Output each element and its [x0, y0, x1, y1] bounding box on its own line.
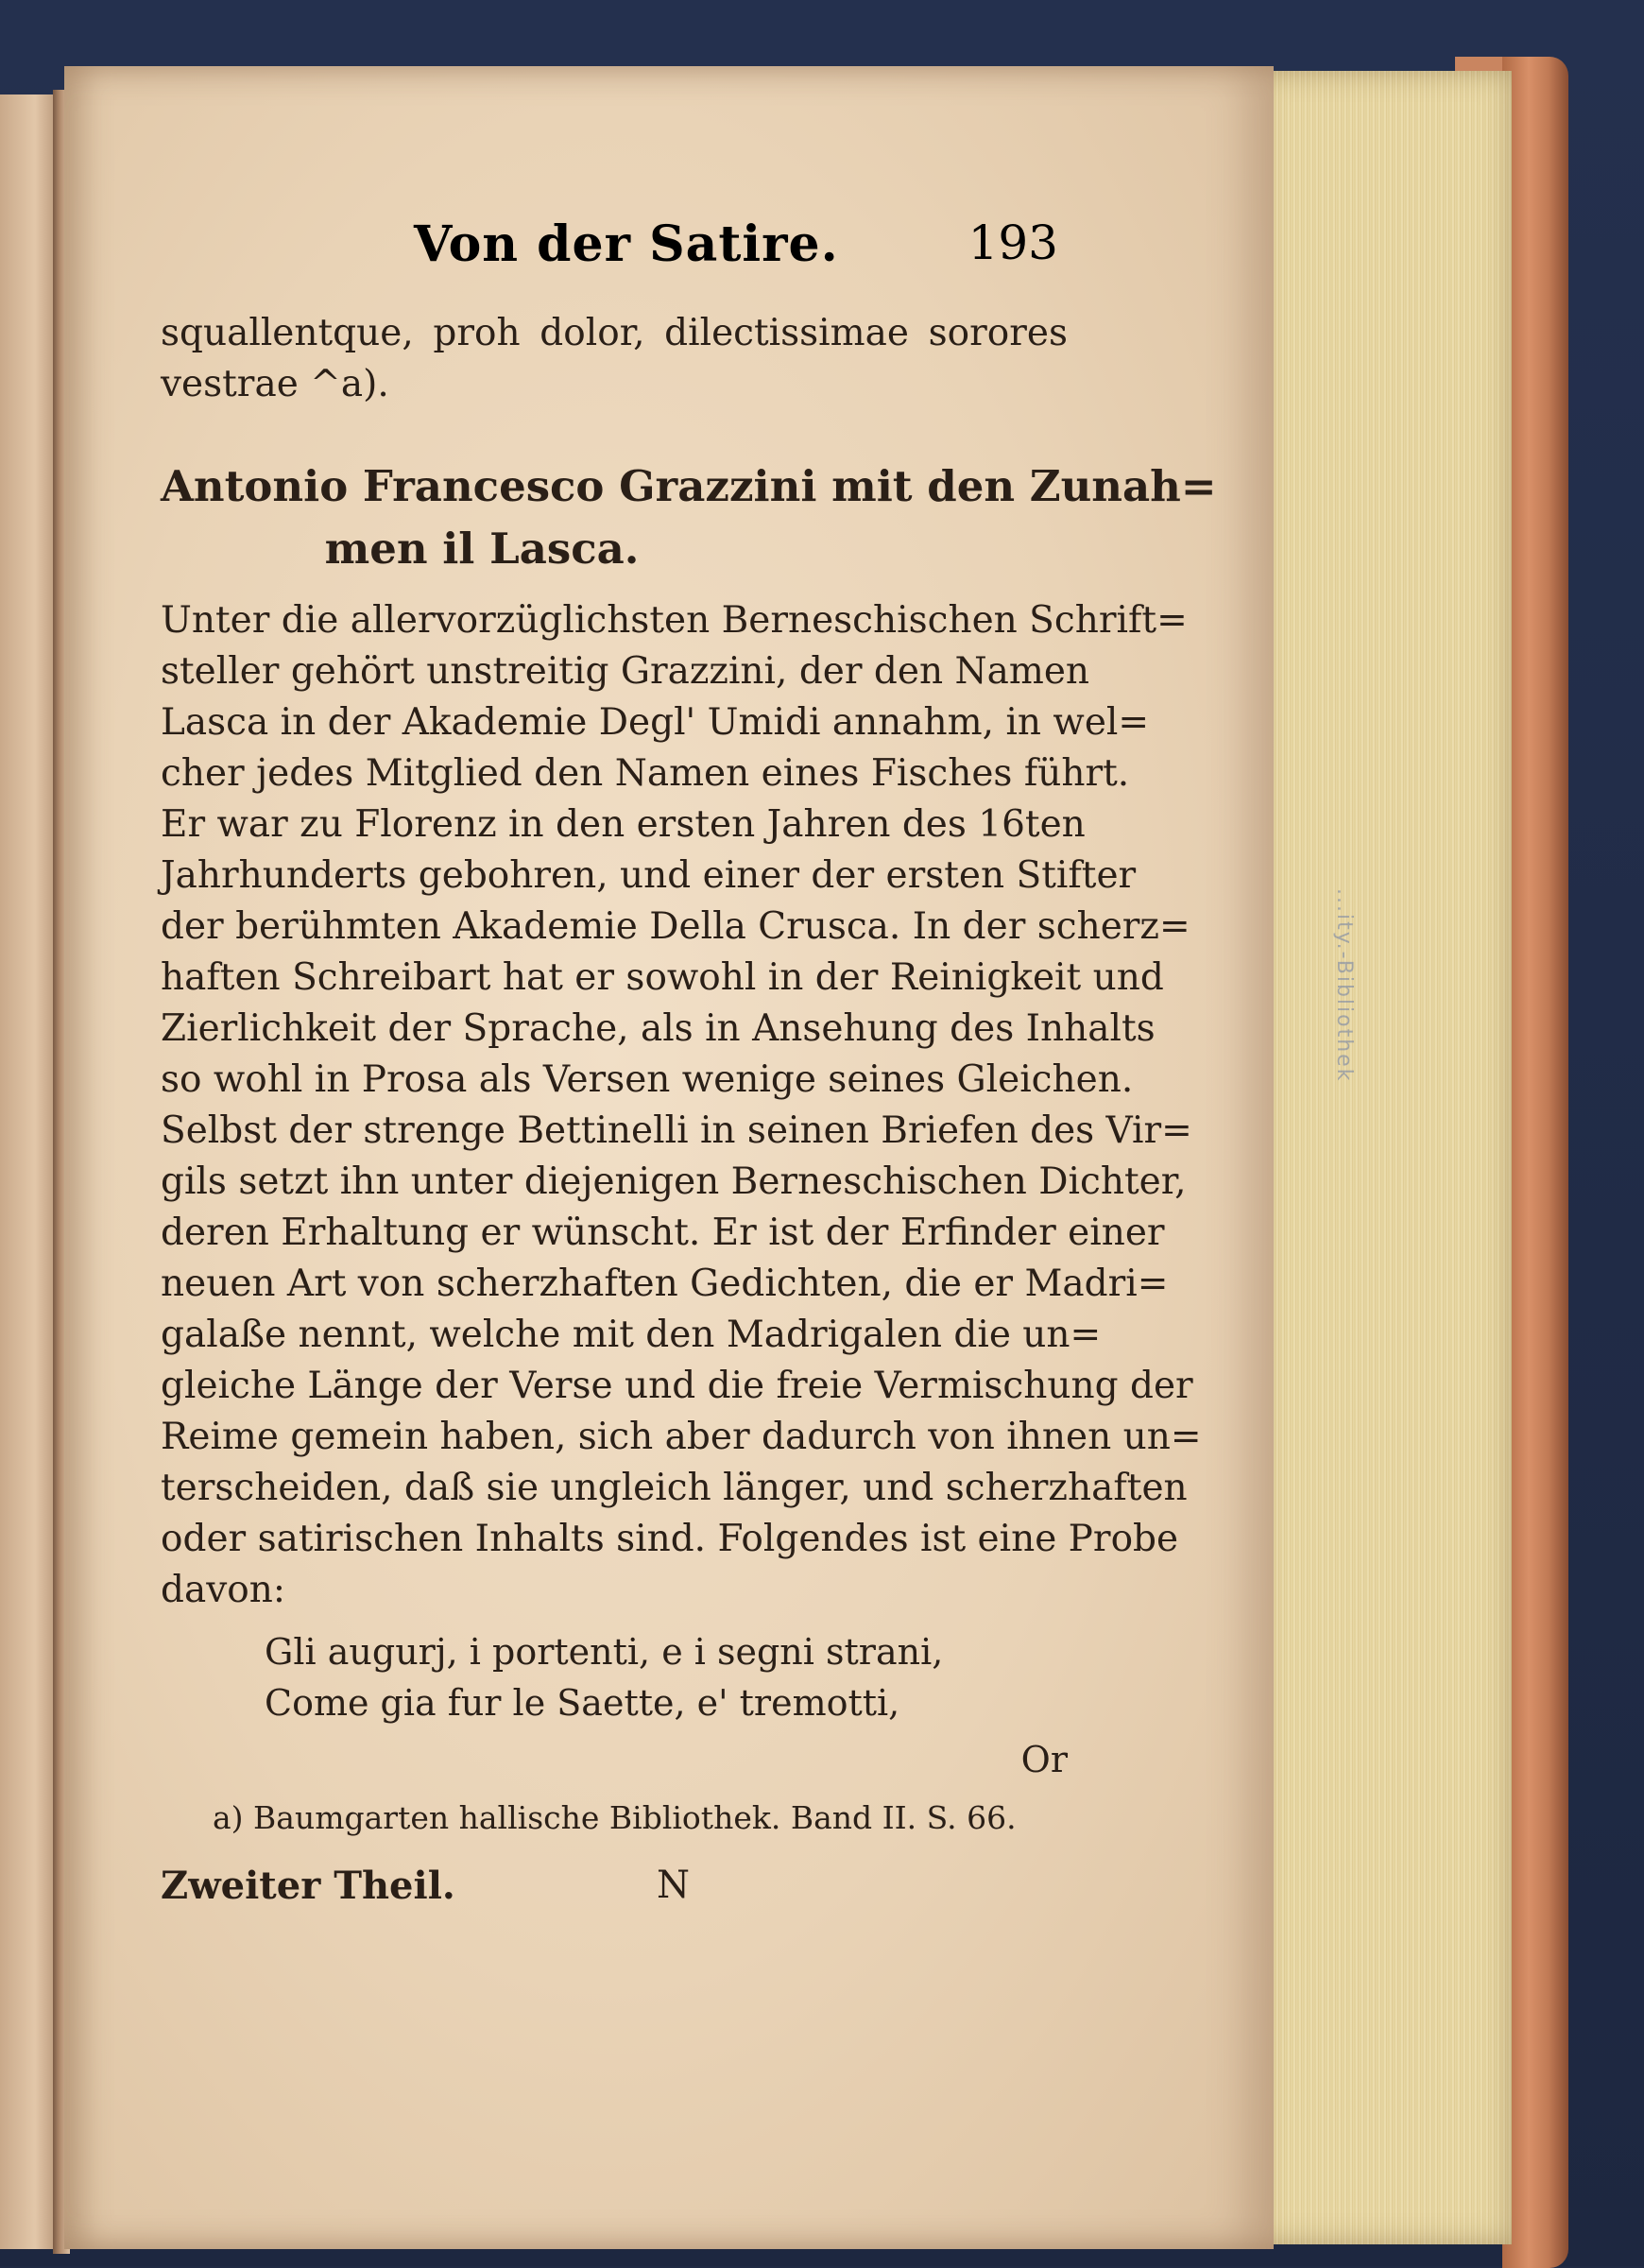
body-line: Zierlichkeit der Sprache, als in Ansehung des Inhalts — [161, 1007, 1156, 1050]
catchword: Or — [1020, 1739, 1068, 1780]
signature-mark: N — [657, 1864, 690, 1907]
section-heading-line: Antonio Francesco Grazzini mit den Zunah= — [161, 461, 1217, 511]
body-line: gils setzt ihn unter diejenigen Berneschischen Dichter, — [161, 1160, 1187, 1203]
body-line: so wohl in Prosa als Versen wenige seines Gleichen. — [161, 1058, 1134, 1101]
body-line: gleiche Länge der Verse und die freie Vermischung der — [161, 1365, 1193, 1407]
library-stamp: ...ity.-Bibliothek — [1332, 888, 1356, 1083]
page-block-fore-edge — [1257, 71, 1512, 2244]
verse-line: Come gia fur le Saette, e' tremotti, — [265, 1682, 900, 1724]
body-line: Jahrhunderts gebohren, und einer der ersten Stifter — [161, 854, 1137, 897]
body-line: galaße nennt, welche mit den Madrigalen die un= — [161, 1314, 1102, 1356]
running-head-title: Von der Satire. — [414, 215, 839, 273]
verse-line: Gli augurj, i portenti, e i segni strani, — [265, 1631, 944, 1673]
body-line: Lasca in der Akademie Degl' Umidi annahm, in wel= — [161, 701, 1150, 744]
running-head — [161, 215, 1068, 282]
footnote: a) Baumgarten hallische Bibliothek. Band II. S. 66. — [213, 1799, 1017, 1836]
body-line: Er war zu Florenz in den ersten Jahren des 16ten — [161, 803, 1086, 846]
opening-line: vestrae ^a). — [161, 363, 389, 405]
body-line: Reime gemein haben, sich aber dadurch von ihnen un= — [161, 1416, 1202, 1458]
signature-part: Zweiter Theil. — [161, 1864, 455, 1908]
facing-page-edge — [0, 94, 59, 2249]
body-line: Selbst der strenge Bettinelli in seinen Briefen des Vir= — [161, 1109, 1192, 1152]
body-line: der berühmten Akademie Della Crusca. In der scherz= — [161, 905, 1190, 948]
body-line: neuen Art von scherzhaften Gedichten, die er Madri= — [161, 1263, 1169, 1305]
body-line: davon: — [161, 1569, 285, 1611]
book-cover-edge — [1502, 57, 1568, 2268]
body-line: Unter die allervorzüglichsten Berneschischen Schrift= — [161, 599, 1188, 642]
body-line: oder satirischen Inhalts sind. Folgendes ist eine Probe — [161, 1518, 1179, 1560]
opening-line: squallentque, proh dolor, dilectissimae sorores — [161, 312, 1068, 354]
body-line: terscheiden, daß sie ungleich länger, und scherzhaften — [161, 1467, 1188, 1509]
body-line: steller gehört unstreitig Grazzini, der den Namen — [161, 650, 1090, 693]
body-line: cher jedes Mitglied den Namen eines Fisches führt. — [161, 752, 1130, 795]
section-heading-line: men il Lasca. — [324, 524, 640, 574]
body-line: deren Erhaltung er wünscht. Er ist der Erfinder einer — [161, 1211, 1165, 1254]
page-number: 193 — [968, 215, 1058, 270]
body-line: haften Schreibart hat er sowohl in der Reinigkeit und — [161, 956, 1164, 999]
